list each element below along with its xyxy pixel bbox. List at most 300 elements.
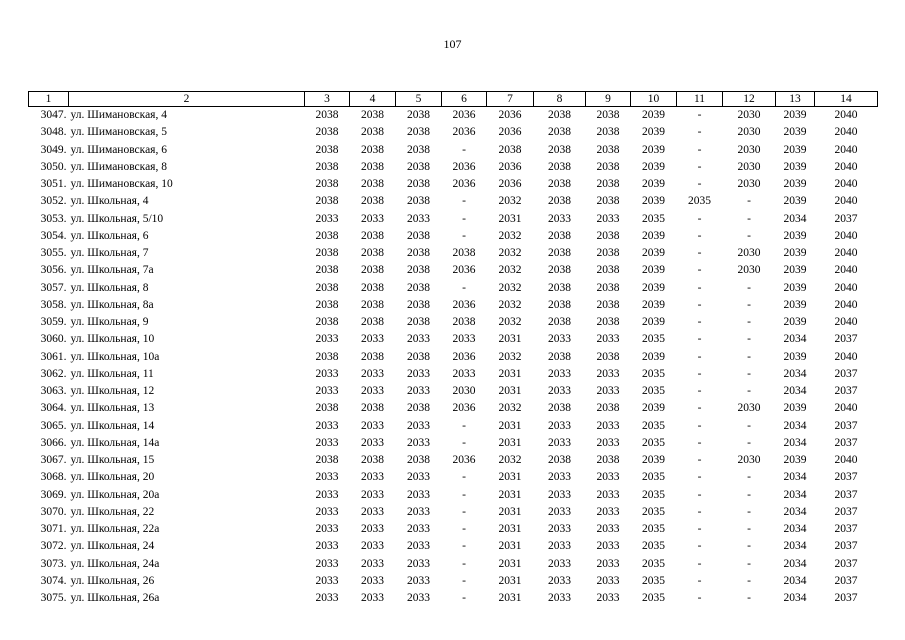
year-cell: 2034 <box>783 488 807 501</box>
year-cell: 2036 <box>452 178 476 190</box>
year-cell: 2031 <box>498 436 522 449</box>
year-cell: - <box>697 281 702 294</box>
year-cell: 2040 <box>834 195 858 208</box>
row-number-cell: 3066. <box>40 436 67 449</box>
year-cell: 2033 <box>596 557 620 570</box>
year-cell: 2038 <box>407 247 430 259</box>
year-cell: 2031 <box>498 367 522 380</box>
year-cell: 2037 <box>834 471 858 484</box>
year-cell: - <box>462 540 466 553</box>
year-cell: 2033 <box>407 523 430 535</box>
year-cell: 2040 <box>834 298 858 311</box>
year-cell: 2031 <box>498 574 522 587</box>
year-cell: 2037 <box>834 436 858 449</box>
year-cell: 2037 <box>834 488 858 501</box>
year-cell: 2038 <box>596 281 620 294</box>
year-cell: 2039 <box>642 195 665 208</box>
year-cell: - <box>462 281 466 294</box>
year-cell: 2033 <box>407 505 430 518</box>
year-cell: 2033 <box>361 333 384 346</box>
year-cell: 2034 <box>783 212 807 225</box>
year-cell: 2038 <box>548 298 571 311</box>
year-cell: 2036 <box>452 126 476 139</box>
address-cell: ул. Шимановская, 4 <box>70 109 167 121</box>
year-cell: 2031 <box>498 523 522 535</box>
year-cell: 2038 <box>361 402 384 415</box>
year-cell: 2033 <box>452 333 476 346</box>
year-cell: 2032 <box>498 195 522 208</box>
table-row <box>29 142 878 159</box>
address-cell: ул. Школьная, 13 <box>70 402 155 415</box>
year-cell: 2039 <box>642 350 665 363</box>
year-cell: 2037 <box>834 367 858 380</box>
year-cell: 2035 <box>642 540 665 553</box>
row-number-cell: 3056. <box>40 264 67 277</box>
year-cell: 2040 <box>834 316 858 328</box>
year-cell: 2036 <box>452 160 476 173</box>
year-cell: - <box>462 419 466 432</box>
year-cell: - <box>462 488 466 501</box>
row-number-cell: 3054. <box>40 229 67 242</box>
table-header-row <box>29 92 878 107</box>
year-cell: 2038 <box>596 109 620 121</box>
year-cell: 2039 <box>642 143 665 156</box>
year-cell: 2030 <box>452 385 476 397</box>
year-cell: 2038 <box>596 126 620 139</box>
year-cell: 2033 <box>548 505 571 518</box>
year-cell: 2034 <box>783 436 807 449</box>
year-cell: 2038 <box>361 195 384 208</box>
year-cell: 2038 <box>315 160 339 173</box>
year-cell: 2038 <box>315 143 339 156</box>
address-cell: ул. Школьная, 14 <box>70 419 155 432</box>
schedule-table <box>28 91 878 607</box>
year-cell: 2036 <box>452 109 476 121</box>
year-cell: 2039 <box>783 316 807 328</box>
year-cell: 2033 <box>548 574 571 587</box>
row-number-cell: 3075. <box>40 592 67 604</box>
table-row <box>29 383 878 400</box>
year-cell: 2038 <box>315 264 339 277</box>
year-cell: 2039 <box>642 229 665 242</box>
table-row <box>29 521 878 538</box>
row-number-cell: 3064. <box>40 402 67 415</box>
year-cell: 2038 <box>407 281 430 294</box>
year-cell: 2033 <box>407 471 430 484</box>
year-cell: 2033 <box>315 488 339 501</box>
year-cell: 2033 <box>548 592 571 604</box>
year-cell: 2040 <box>834 402 858 415</box>
column-header-2: 2 <box>69 92 305 107</box>
year-cell: 2033 <box>315 385 339 397</box>
year-cell: 2036 <box>452 298 476 311</box>
row-number-cell: 3059. <box>40 316 67 328</box>
year-cell: 2038 <box>452 247 476 259</box>
year-cell: 2040 <box>834 350 858 363</box>
year-cell: 2033 <box>407 212 430 225</box>
year-cell: 2036 <box>452 264 476 277</box>
year-cell: 2033 <box>315 574 339 587</box>
column-header-10: 10 <box>631 92 677 107</box>
year-cell: 2034 <box>783 557 807 570</box>
year-cell: 2033 <box>596 540 620 553</box>
year-cell: 2039 <box>642 178 665 190</box>
year-cell: 2038 <box>596 229 620 242</box>
year-cell: 2032 <box>498 264 522 277</box>
column-header-13: 13 <box>776 92 815 107</box>
table-row <box>29 193 878 210</box>
year-cell: - <box>697 143 702 156</box>
year-cell: - <box>462 436 466 449</box>
year-cell: 2033 <box>407 540 430 553</box>
year-cell: - <box>747 488 751 501</box>
year-cell: 2033 <box>548 540 571 553</box>
address-cell: ул. Шимановская, 6 <box>70 143 167 156</box>
year-cell: 2037 <box>834 212 858 225</box>
year-cell: - <box>697 419 702 432</box>
year-cell: 2038 <box>315 109 339 121</box>
year-cell: - <box>697 574 702 587</box>
column-header-11: 11 <box>677 92 723 107</box>
year-cell: 2038 <box>315 229 339 242</box>
year-cell: - <box>747 471 751 484</box>
address-cell: ул. Школьная, 26а <box>70 592 160 604</box>
column-header-4: 4 <box>350 92 396 107</box>
year-cell: 2039 <box>783 160 807 173</box>
year-cell: 2040 <box>834 454 858 466</box>
row-number-cell: 3069. <box>40 488 67 501</box>
year-cell: 2033 <box>596 488 620 501</box>
year-cell: 2030 <box>737 178 761 190</box>
year-cell: 2033 <box>407 574 430 587</box>
table-body <box>29 107 878 608</box>
year-cell: 2034 <box>783 333 807 346</box>
year-cell: 2040 <box>834 160 858 173</box>
year-cell: 2033 <box>548 523 571 535</box>
year-cell: - <box>462 574 466 587</box>
year-cell: - <box>747 419 751 432</box>
address-cell: ул. Школьная, 7 <box>70 247 149 259</box>
year-cell: 2038 <box>361 143 384 156</box>
row-number-cell: 3055. <box>40 247 67 259</box>
year-cell: - <box>747 298 751 311</box>
year-cell: 2038 <box>548 402 571 415</box>
year-cell: 2038 <box>548 247 571 259</box>
year-cell: 2030 <box>737 247 761 259</box>
table-row <box>29 245 878 262</box>
year-cell: 2031 <box>498 557 522 570</box>
row-number-cell: 3071. <box>40 523 67 535</box>
table-row <box>29 418 878 435</box>
year-cell: 2036 <box>498 109 522 121</box>
year-cell: 2038 <box>407 229 430 242</box>
year-cell: - <box>697 367 702 380</box>
column-header-7: 7 <box>487 92 534 107</box>
year-cell: 2039 <box>642 160 665 173</box>
table-row <box>29 159 878 176</box>
year-cell: 2038 <box>407 178 430 190</box>
year-cell: 2035 <box>642 592 665 604</box>
year-cell: - <box>697 212 702 225</box>
year-cell: 2037 <box>834 419 858 432</box>
year-cell: 2038 <box>596 316 620 328</box>
column-header-8: 8 <box>534 92 586 107</box>
year-cell: 2038 <box>548 109 571 121</box>
year-cell: 2033 <box>596 574 620 587</box>
year-cell: 2033 <box>361 488 384 501</box>
year-cell: 2039 <box>783 350 807 363</box>
year-cell: 2037 <box>834 592 858 604</box>
year-cell: 2038 <box>315 298 339 311</box>
year-cell: 2039 <box>783 143 807 156</box>
column-header-5: 5 <box>396 92 442 107</box>
year-cell: 2033 <box>596 333 620 346</box>
year-cell: 2039 <box>783 229 807 242</box>
year-cell: - <box>747 557 751 570</box>
year-cell: 2033 <box>315 592 339 604</box>
year-cell: 2035 <box>642 488 665 501</box>
year-cell: 2032 <box>498 350 522 363</box>
year-cell: 2038 <box>361 316 384 328</box>
year-cell: 2037 <box>834 540 858 553</box>
year-cell: - <box>697 109 702 121</box>
year-cell: 2038 <box>315 247 339 259</box>
year-cell: - <box>697 505 702 518</box>
year-cell: 2038 <box>315 402 339 415</box>
year-cell: 2038 <box>315 126 339 139</box>
year-cell: 2039 <box>642 247 665 259</box>
address-cell: ул. Школьная, 22а <box>70 523 160 535</box>
year-cell: 2031 <box>498 212 522 225</box>
year-cell: - <box>747 281 751 294</box>
year-cell: 2032 <box>498 229 522 242</box>
year-cell: 2033 <box>596 592 620 604</box>
row-number-cell: 3057. <box>40 281 67 294</box>
year-cell: - <box>697 540 702 553</box>
year-cell: 2039 <box>642 402 665 415</box>
year-cell: 2035 <box>642 367 665 380</box>
table-row <box>29 556 878 573</box>
year-cell: 2038 <box>596 247 620 259</box>
address-cell: ул. Школьная, 20а <box>70 488 160 501</box>
year-cell: 2036 <box>452 350 476 363</box>
column-header-12: 12 <box>723 92 776 107</box>
address-cell: ул. Школьная, 12 <box>70 385 155 397</box>
table-row <box>29 280 878 297</box>
address-cell: ул. Школьная, 15 <box>70 454 155 466</box>
row-number-cell: 3062. <box>40 367 67 380</box>
row-number-cell: 3049. <box>40 143 67 156</box>
address-cell: ул. Школьная, 6 <box>70 229 149 242</box>
column-header-6: 6 <box>442 92 487 107</box>
row-number-cell: 3061. <box>40 350 67 363</box>
year-cell: - <box>747 212 751 225</box>
year-cell: 2038 <box>315 178 339 190</box>
year-cell: 2038 <box>407 109 430 121</box>
table-row <box>29 331 878 348</box>
year-cell: 2040 <box>834 281 858 294</box>
year-cell: 2033 <box>548 419 571 432</box>
year-cell: - <box>697 160 702 173</box>
year-cell: 2039 <box>642 109 665 121</box>
address-cell: ул. Школьная, 8 <box>70 281 149 294</box>
row-number-cell: 3074. <box>40 574 67 587</box>
year-cell: 2039 <box>783 298 807 311</box>
year-cell: 2035 <box>642 523 665 535</box>
year-cell: 2038 <box>596 195 620 208</box>
table-row <box>29 400 878 417</box>
year-cell: 2033 <box>407 592 430 604</box>
year-cell: - <box>747 316 751 328</box>
year-cell: 2030 <box>737 454 761 466</box>
year-cell: 2038 <box>498 143 522 156</box>
year-cell: 2040 <box>834 143 858 156</box>
year-cell: 2033 <box>548 436 571 449</box>
page-number: 107 <box>443 37 462 51</box>
year-cell: 2033 <box>315 212 339 225</box>
year-cell: - <box>697 316 702 328</box>
address-cell: ул. Школьная, 5/10 <box>70 212 164 225</box>
column-header-14: 14 <box>815 92 878 107</box>
year-cell: 2033 <box>407 367 430 380</box>
year-cell: 2038 <box>361 350 384 363</box>
year-cell: 2036 <box>452 454 476 466</box>
year-cell: 2033 <box>361 436 384 449</box>
year-cell: 2039 <box>642 281 665 294</box>
year-cell: - <box>697 333 702 346</box>
year-cell: 2038 <box>407 454 430 466</box>
year-cell: 2038 <box>361 160 384 173</box>
year-cell: 2034 <box>783 385 807 397</box>
table-row <box>29 435 878 452</box>
year-cell: 2033 <box>596 212 620 225</box>
year-cell: 2038 <box>548 195 571 208</box>
year-cell: 2038 <box>548 350 571 363</box>
year-cell: 2031 <box>498 419 522 432</box>
year-cell: 2038 <box>361 178 384 190</box>
year-cell: 2039 <box>783 109 807 121</box>
year-cell: 2034 <box>783 523 807 535</box>
year-cell: 2039 <box>783 402 807 415</box>
year-cell: 2032 <box>498 298 522 311</box>
year-cell: 2033 <box>315 367 339 380</box>
year-cell: 2037 <box>834 505 858 518</box>
year-cell: 2039 <box>783 247 807 259</box>
year-cell: 2039 <box>642 126 665 139</box>
year-cell: 2030 <box>737 143 761 156</box>
row-number-cell: 3065. <box>40 419 67 432</box>
row-number-cell: 3047. <box>40 109 67 121</box>
table-row <box>29 297 878 314</box>
year-cell: 2033 <box>548 471 571 484</box>
year-cell: 2039 <box>783 195 807 208</box>
year-cell: 2031 <box>498 471 522 484</box>
year-cell: 2033 <box>361 523 384 535</box>
column-header-1: 1 <box>29 92 69 107</box>
address-cell: ул. Школьная, 20 <box>70 471 155 484</box>
year-cell: - <box>697 264 702 277</box>
year-cell: 2030 <box>737 109 761 121</box>
year-cell: 2038 <box>361 229 384 242</box>
year-cell: 2038 <box>315 350 339 363</box>
row-number-cell: 3072. <box>40 540 67 553</box>
year-cell: - <box>697 592 702 604</box>
year-cell: - <box>462 212 466 225</box>
year-cell: 2038 <box>315 316 339 328</box>
year-cell: 2038 <box>548 454 571 466</box>
year-cell: 2033 <box>407 419 430 432</box>
year-cell: 2039 <box>783 178 807 190</box>
year-cell: 2033 <box>452 367 476 380</box>
year-cell: - <box>697 247 702 259</box>
year-cell: 2035 <box>642 333 665 346</box>
year-cell: - <box>747 574 751 587</box>
year-cell: 2033 <box>361 471 384 484</box>
address-cell: ул. Школьная, 9 <box>70 316 149 328</box>
year-cell: 2038 <box>361 298 384 311</box>
address-cell: ул. Шимановская, 10 <box>70 178 173 190</box>
year-cell: 2040 <box>834 264 858 277</box>
year-cell: - <box>697 557 702 570</box>
row-number-cell: 3050. <box>40 160 67 173</box>
year-cell: 2034 <box>783 592 807 604</box>
table-row <box>29 107 878 125</box>
row-number-cell: 3068. <box>40 471 67 484</box>
year-cell: 2038 <box>596 143 620 156</box>
year-cell: 2038 <box>361 126 384 139</box>
row-number-cell: 3070. <box>40 505 67 518</box>
year-cell: 2039 <box>642 454 665 466</box>
year-cell: 2038 <box>407 298 430 311</box>
year-cell: - <box>747 195 751 208</box>
year-cell: - <box>697 471 702 484</box>
year-cell: 2038 <box>548 264 571 277</box>
year-cell: 2038 <box>548 281 571 294</box>
year-cell: 2033 <box>596 419 620 432</box>
year-cell: 2038 <box>361 264 384 277</box>
year-cell: - <box>462 523 466 535</box>
year-cell: 2032 <box>498 247 522 259</box>
year-cell: - <box>747 592 751 604</box>
year-cell: 2039 <box>642 264 665 277</box>
year-cell: 2038 <box>548 316 571 328</box>
year-cell: 2036 <box>498 126 522 139</box>
year-cell: 2033 <box>407 436 430 449</box>
year-cell: 2036 <box>452 402 476 415</box>
year-cell: - <box>697 229 702 242</box>
year-cell: - <box>697 178 702 190</box>
year-cell: 2038 <box>596 402 620 415</box>
year-cell: 2033 <box>361 212 384 225</box>
year-cell: 2038 <box>407 160 430 173</box>
year-cell: - <box>462 229 466 242</box>
year-cell: 2033 <box>407 557 430 570</box>
year-cell: 2033 <box>361 557 384 570</box>
year-cell: 2038 <box>596 350 620 363</box>
year-cell: 2035 <box>642 471 665 484</box>
row-number-cell: 3053. <box>40 212 67 225</box>
column-header-9: 9 <box>586 92 631 107</box>
year-cell: 2038 <box>315 281 339 294</box>
year-cell: 2034 <box>783 505 807 518</box>
year-cell: 2035 <box>642 436 665 449</box>
year-cell: 2033 <box>407 488 430 501</box>
year-cell: 2030 <box>737 126 761 139</box>
table-row <box>29 228 878 245</box>
year-cell: 2040 <box>834 178 858 190</box>
year-cell: 2033 <box>315 505 339 518</box>
year-cell: 2038 <box>361 109 384 121</box>
